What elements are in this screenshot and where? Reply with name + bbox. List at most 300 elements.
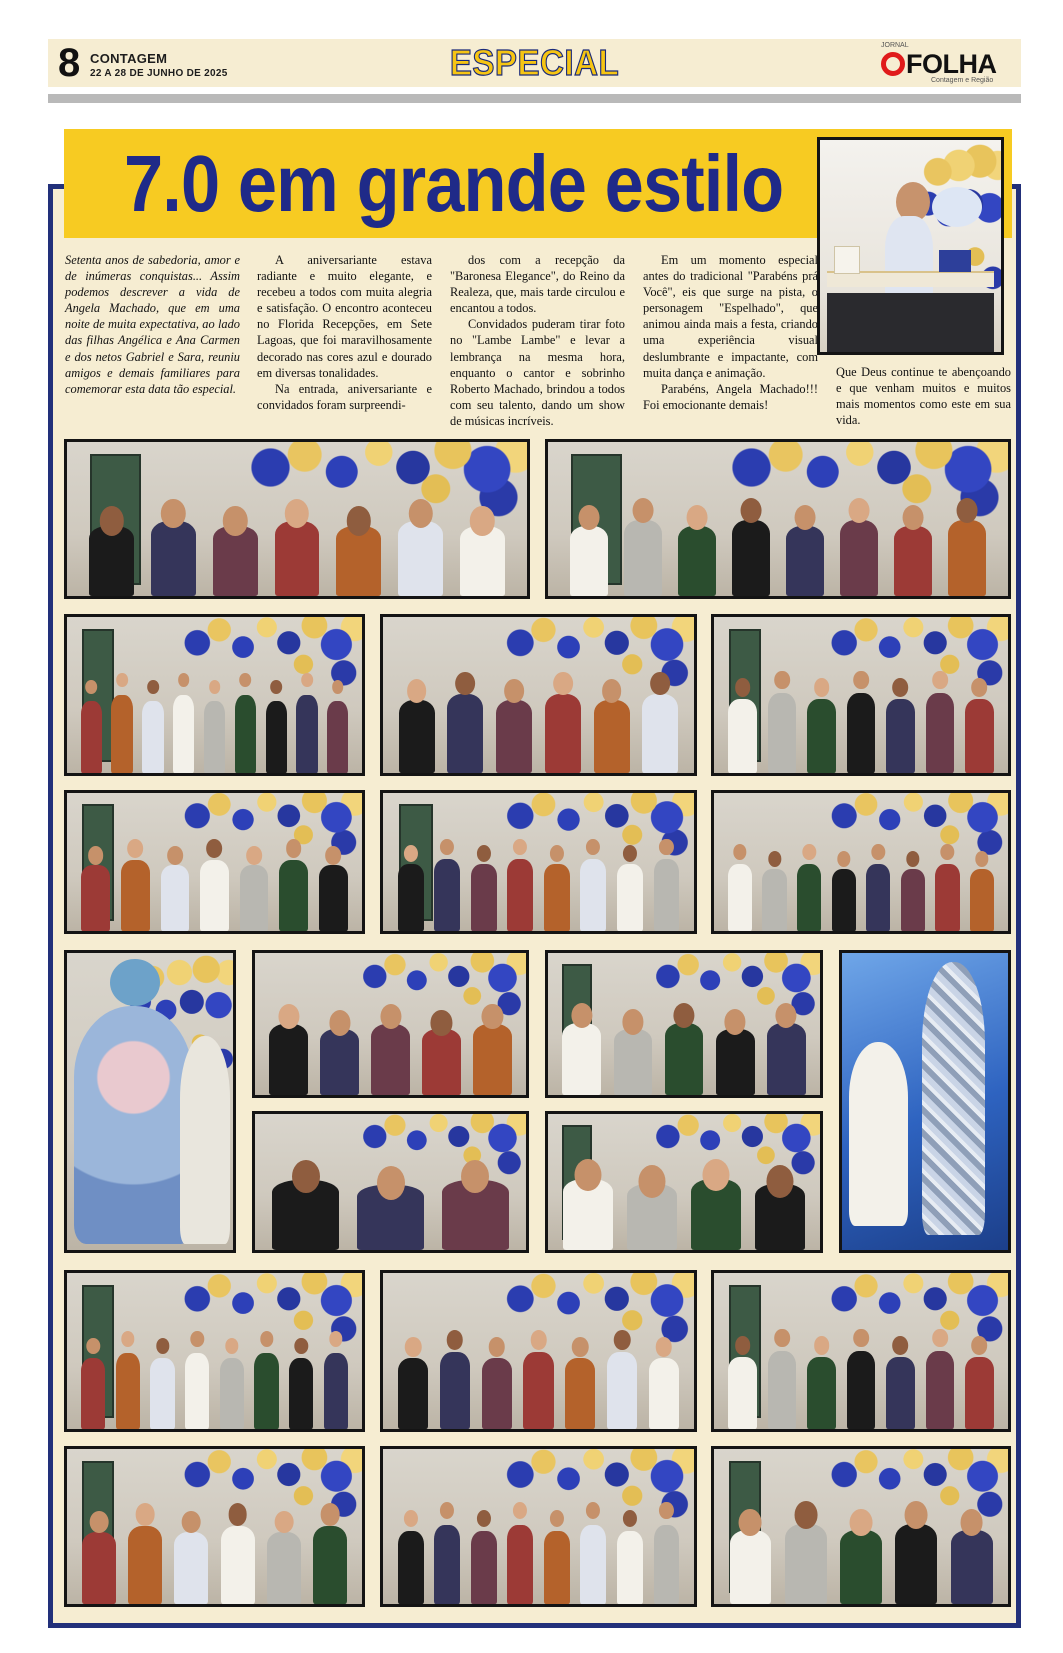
guest-body bbox=[732, 520, 770, 596]
people-group bbox=[76, 832, 353, 931]
guest-head bbox=[407, 679, 427, 703]
guest-body bbox=[926, 1351, 955, 1429]
guest-body bbox=[562, 1023, 601, 1095]
guest-head bbox=[301, 673, 313, 687]
guest-figure bbox=[158, 841, 192, 931]
guest-figure bbox=[967, 846, 996, 931]
guest-head bbox=[572, 1337, 589, 1357]
guest-body bbox=[507, 1525, 533, 1604]
guest-figure bbox=[317, 1005, 363, 1095]
guest-head bbox=[586, 1502, 600, 1519]
guest-body bbox=[565, 1358, 595, 1429]
guest-head bbox=[447, 1330, 464, 1350]
guest-figure bbox=[884, 672, 918, 773]
guest-body bbox=[728, 864, 752, 931]
guest-figure bbox=[541, 665, 584, 773]
guest-figure bbox=[202, 674, 227, 773]
guest-head bbox=[477, 845, 491, 862]
guest-head bbox=[893, 1336, 909, 1355]
guest-head bbox=[325, 846, 341, 865]
guest-head bbox=[116, 673, 128, 687]
guest-figure bbox=[765, 664, 799, 773]
guest-head bbox=[167, 846, 183, 865]
guest-figure bbox=[140, 674, 165, 773]
guest-figure bbox=[436, 1154, 516, 1250]
guest-head bbox=[741, 498, 762, 523]
guest-body bbox=[716, 1029, 755, 1095]
guest-head bbox=[802, 844, 815, 860]
people-group bbox=[562, 485, 994, 596]
guest-figure bbox=[468, 1504, 499, 1604]
guest-body bbox=[847, 693, 876, 773]
guest-head bbox=[735, 678, 751, 697]
event-photo bbox=[839, 950, 1011, 1253]
guest-head bbox=[488, 1337, 505, 1357]
guest-body bbox=[948, 520, 986, 596]
article-title: 7.0 em grande estilo bbox=[124, 139, 784, 228]
guest-figure bbox=[493, 673, 536, 773]
guest-body bbox=[81, 865, 110, 931]
guest-figure bbox=[566, 500, 611, 596]
guest-head bbox=[932, 671, 948, 690]
guest-body bbox=[319, 865, 348, 931]
guest-body bbox=[240, 865, 269, 931]
guest-body bbox=[320, 1029, 359, 1095]
col4-paragraph-2: Parabéns, Angela Machado!!! Foi emocionante demais! bbox=[643, 381, 818, 412]
guest-figure bbox=[795, 839, 824, 931]
event-photo bbox=[64, 790, 365, 934]
col5-paragraph: Que Deus continue te abençoando e que venham muitos e muitos mais momentos como este em sua vida. bbox=[836, 365, 1011, 428]
guest-figure bbox=[760, 846, 789, 931]
guest-head bbox=[632, 498, 653, 523]
guest-figure bbox=[962, 1330, 996, 1429]
guest-head bbox=[456, 672, 476, 696]
people-group bbox=[76, 661, 353, 773]
guest-head bbox=[656, 1337, 673, 1357]
guest-figure bbox=[923, 1322, 957, 1429]
text-column-2 bbox=[257, 252, 432, 432]
guest-body bbox=[398, 1531, 424, 1604]
guest-head bbox=[849, 498, 870, 523]
guest-body bbox=[267, 1532, 301, 1605]
guest-body bbox=[473, 1024, 512, 1095]
guest-figure bbox=[113, 1325, 142, 1429]
photo-cake-table bbox=[817, 137, 1004, 355]
guest-figure bbox=[79, 1505, 120, 1604]
event-photo bbox=[64, 439, 530, 599]
guest-body bbox=[965, 1357, 994, 1429]
guest-figure bbox=[765, 1322, 799, 1429]
guest-head bbox=[623, 845, 637, 862]
col2-paragraph-2: Na entrada, aniversariante e convidados foram surpreendi- bbox=[257, 381, 432, 412]
guest-body bbox=[471, 864, 497, 931]
guest-head bbox=[837, 851, 850, 867]
guest-body bbox=[161, 865, 190, 931]
event-photo bbox=[252, 950, 529, 1098]
guest-head bbox=[550, 845, 564, 862]
guest-body bbox=[204, 701, 225, 773]
guest-figure bbox=[197, 834, 231, 931]
guest-figure bbox=[368, 998, 414, 1095]
guest-body bbox=[617, 1531, 643, 1604]
guest-body bbox=[840, 1530, 882, 1604]
guest-body bbox=[642, 694, 678, 773]
event-photo bbox=[545, 439, 1011, 599]
guest-body bbox=[895, 1524, 937, 1604]
event-photo bbox=[64, 1270, 365, 1432]
guest-body bbox=[965, 699, 994, 773]
guest-head bbox=[774, 1329, 790, 1348]
guest-figure bbox=[923, 664, 957, 773]
guest-head bbox=[586, 839, 600, 856]
guest-body bbox=[220, 1358, 244, 1429]
guest-body bbox=[313, 1526, 347, 1604]
people-group bbox=[392, 1492, 684, 1604]
col4-paragraph-1: Em um momento especial antes do tradicional "Parabéns prá Você", eis que surge na pista, o personagem "Espelhado", que animou ainda mais a festa, criando uma experiência visual deslumbrante e impactante, com muita dança e animação. bbox=[643, 253, 818, 380]
col2-paragraph-1: A aniversariante estava radiante e muito elegante, e recebeu a todos com muita alegria e satisfação. O encontro aconteceu no Florida Recepções, em Sete Lagoas, que foi maravilhosamente decorado nas cores azul e dourado em diversas tonalidades. bbox=[257, 253, 432, 380]
event-photo bbox=[380, 790, 697, 934]
guest-head bbox=[88, 846, 104, 865]
guest-figure bbox=[217, 1497, 258, 1604]
guest-body bbox=[434, 1525, 460, 1604]
guest-body bbox=[507, 859, 533, 931]
guest-head bbox=[972, 1336, 988, 1355]
event-photo bbox=[711, 1446, 1011, 1607]
guest-figure bbox=[620, 492, 665, 596]
guest-body bbox=[894, 526, 932, 596]
guest-figure bbox=[687, 1153, 746, 1250]
guest-figure bbox=[148, 1332, 177, 1429]
section-title: ESPECIAL bbox=[449, 42, 620, 83]
guest-head bbox=[733, 844, 746, 860]
header-rule bbox=[48, 94, 1021, 103]
guest-figure bbox=[321, 1325, 350, 1429]
guest-body bbox=[544, 1531, 570, 1604]
mirror-character bbox=[922, 962, 985, 1235]
guest-figure bbox=[844, 664, 878, 773]
guest-figure bbox=[325, 674, 350, 773]
city-label: CONTAGEM bbox=[90, 51, 168, 66]
guest-body bbox=[254, 1353, 278, 1429]
guest-figure bbox=[726, 1330, 760, 1429]
guest-figure bbox=[351, 1161, 431, 1250]
guest-figure bbox=[469, 998, 515, 1095]
guest-body bbox=[221, 1526, 255, 1604]
guest-head bbox=[90, 1511, 109, 1533]
guest-head bbox=[623, 1510, 637, 1527]
guest-body bbox=[594, 700, 630, 773]
text-column-3 bbox=[450, 252, 625, 432]
guest-body bbox=[81, 1358, 105, 1429]
guest-body bbox=[398, 1358, 428, 1429]
guest-figure bbox=[646, 1331, 682, 1429]
guest-body bbox=[275, 521, 320, 596]
guest-head bbox=[972, 678, 988, 697]
people-group bbox=[76, 1492, 353, 1604]
people-group bbox=[723, 661, 999, 773]
guest-figure bbox=[726, 672, 760, 773]
guest-head bbox=[957, 498, 978, 523]
guest-figure bbox=[85, 501, 138, 596]
guest-head bbox=[614, 1330, 631, 1350]
guest-head bbox=[190, 1331, 203, 1347]
guest-figure bbox=[263, 674, 288, 773]
col3-paragraph-2: Convidados puderam tirar foto no "Lambe Lambe" e levar a lembrança na mesma hora, enquanto o cantor e sobrinho Roberto Machado, brindou a todos com seu talento, dando um show de músicas incríveis. bbox=[450, 317, 625, 428]
page-header bbox=[48, 39, 1021, 87]
guest-figure bbox=[615, 840, 646, 931]
guest-body bbox=[460, 526, 505, 596]
people-group bbox=[556, 1152, 812, 1250]
guest-figure bbox=[559, 1153, 618, 1250]
event-photo bbox=[64, 950, 236, 1253]
guest-body bbox=[935, 864, 959, 931]
guest-figure bbox=[270, 493, 323, 596]
guest-figure bbox=[674, 500, 719, 596]
brand-ring-icon bbox=[881, 52, 905, 76]
guest-body bbox=[116, 1353, 140, 1429]
guest-body bbox=[111, 695, 132, 773]
guest-head bbox=[477, 1510, 491, 1527]
guest-figure bbox=[79, 674, 104, 773]
guest-head bbox=[853, 671, 869, 690]
guest-figure bbox=[432, 833, 463, 931]
brand-wordmark bbox=[881, 47, 996, 81]
guest-figure bbox=[479, 1331, 515, 1429]
guest-head bbox=[550, 1510, 564, 1527]
event-photo bbox=[252, 1111, 529, 1253]
guest-figure bbox=[836, 492, 881, 596]
guest-figure bbox=[782, 500, 827, 596]
guest-body bbox=[786, 526, 824, 596]
guest-head bbox=[794, 1501, 817, 1528]
guest-body bbox=[832, 869, 856, 931]
guest-figure bbox=[395, 1331, 431, 1429]
guest-body bbox=[580, 859, 606, 931]
guest-body bbox=[151, 521, 196, 596]
people-group bbox=[556, 993, 812, 1095]
baroness-costume bbox=[74, 1006, 194, 1244]
guest-body bbox=[762, 869, 786, 931]
guest-figure bbox=[395, 840, 426, 931]
guest-figure bbox=[750, 1160, 809, 1250]
guest-figure bbox=[829, 846, 858, 931]
guest-figure bbox=[805, 1330, 839, 1429]
guest-body bbox=[289, 1358, 313, 1429]
guest-figure bbox=[890, 500, 935, 596]
guest-body bbox=[142, 701, 163, 773]
guest-body bbox=[649, 1358, 679, 1429]
guest-head bbox=[127, 839, 143, 858]
guest-head bbox=[440, 1502, 454, 1519]
guest-head bbox=[295, 1338, 308, 1354]
guest-head bbox=[650, 672, 670, 696]
guest-figure bbox=[437, 1323, 473, 1429]
guest-head bbox=[602, 679, 622, 703]
guest-body bbox=[173, 695, 194, 773]
guest-figure bbox=[726, 1502, 776, 1604]
guest-body bbox=[797, 864, 821, 931]
guest-figure bbox=[505, 833, 536, 931]
guest-body bbox=[200, 860, 229, 931]
guest-body bbox=[440, 1352, 470, 1429]
guest-body bbox=[327, 701, 348, 773]
guest-figure bbox=[147, 493, 200, 596]
guest-body bbox=[654, 1525, 680, 1604]
guest-body bbox=[398, 864, 424, 931]
guest-body bbox=[580, 1525, 606, 1604]
guest-head bbox=[768, 851, 781, 867]
guest-body bbox=[422, 1029, 461, 1095]
guest-body bbox=[174, 1532, 208, 1605]
guest-head bbox=[853, 1329, 869, 1348]
guest-figure bbox=[947, 1502, 997, 1604]
guest-figure bbox=[836, 1502, 886, 1604]
guest-figure bbox=[562, 1331, 598, 1429]
guest-head bbox=[553, 672, 573, 696]
guest-body bbox=[926, 693, 955, 773]
guest-head bbox=[440, 839, 454, 856]
guest-head bbox=[405, 1337, 422, 1357]
event-photo bbox=[380, 1270, 697, 1432]
guest-body bbox=[213, 526, 258, 596]
people-group bbox=[392, 661, 684, 773]
guest-figure bbox=[541, 1504, 572, 1604]
guest-figure bbox=[395, 673, 438, 773]
guest-figure bbox=[233, 666, 258, 773]
guest-body bbox=[678, 526, 716, 596]
guest-figure bbox=[726, 839, 755, 931]
guest-body bbox=[269, 1024, 308, 1095]
guest-head bbox=[739, 1509, 762, 1536]
edition-dates: 22 A 28 DE JUNHO DE 2025 bbox=[90, 68, 228, 79]
guest-body bbox=[970, 869, 994, 931]
guest-figure bbox=[266, 998, 312, 1095]
guest-figure bbox=[109, 666, 134, 773]
guest-head bbox=[461, 1160, 489, 1194]
guest-head bbox=[941, 844, 954, 860]
guest-body bbox=[482, 1358, 512, 1429]
guest-body bbox=[544, 864, 570, 931]
guest-body bbox=[768, 693, 797, 773]
guest-head bbox=[795, 505, 816, 530]
people-group bbox=[723, 832, 999, 931]
guest-head bbox=[86, 1338, 99, 1354]
brand-name: FOLHA bbox=[906, 49, 997, 79]
guest-figure bbox=[805, 672, 839, 773]
guest-head bbox=[530, 1330, 547, 1350]
guest-figure bbox=[541, 840, 572, 931]
guest-head bbox=[246, 846, 262, 865]
guest-body bbox=[545, 694, 581, 773]
guest-body bbox=[81, 701, 102, 773]
page-number: 8 bbox=[58, 41, 81, 85]
guest-figure bbox=[316, 841, 350, 931]
guest-head bbox=[321, 1503, 340, 1525]
guest-figure bbox=[639, 665, 682, 773]
event-photo bbox=[64, 1446, 365, 1607]
guest-body bbox=[185, 1353, 209, 1429]
guest-body bbox=[150, 1358, 174, 1429]
guest-body bbox=[807, 699, 836, 773]
guest-body bbox=[665, 1023, 704, 1095]
guest-head bbox=[504, 679, 524, 703]
guest-head bbox=[903, 505, 924, 530]
guest-figure bbox=[505, 1496, 536, 1604]
guest-body bbox=[398, 521, 443, 596]
guest-body bbox=[279, 860, 308, 931]
guest-head bbox=[85, 680, 97, 694]
guest-figure bbox=[266, 1154, 346, 1250]
guest-head bbox=[260, 1331, 273, 1347]
guest-head bbox=[121, 1331, 134, 1347]
guest-figure bbox=[521, 1323, 557, 1429]
guest-body bbox=[266, 701, 287, 773]
guest-figure bbox=[294, 666, 319, 773]
guest-head bbox=[329, 1331, 342, 1347]
guest-head bbox=[209, 680, 221, 694]
event-photo bbox=[380, 614, 697, 776]
guest-figure bbox=[125, 1497, 166, 1604]
guest-figure bbox=[209, 501, 262, 596]
brand-subtitle: Contagem e Região bbox=[931, 77, 994, 84]
guest-body bbox=[768, 1351, 797, 1429]
guest-head bbox=[905, 1501, 928, 1528]
guest-body bbox=[886, 1357, 915, 1429]
guest-figure bbox=[468, 840, 499, 931]
people-group bbox=[723, 1317, 999, 1429]
guest-figure bbox=[395, 1504, 426, 1604]
guest-figure bbox=[712, 1004, 758, 1095]
guest-head bbox=[286, 839, 302, 858]
guest-figure bbox=[118, 834, 152, 931]
guest-head bbox=[906, 851, 919, 867]
guest-body bbox=[866, 864, 890, 931]
brand-logo bbox=[881, 42, 1011, 85]
guest-head bbox=[850, 1509, 873, 1536]
guest-head bbox=[578, 505, 599, 530]
guest-head bbox=[735, 1336, 751, 1355]
guest-head bbox=[932, 1329, 948, 1348]
guest-figure bbox=[844, 1322, 878, 1429]
guest-body bbox=[840, 520, 878, 596]
guest-figure bbox=[651, 833, 682, 931]
guest-head bbox=[893, 678, 909, 697]
guest-body bbox=[121, 860, 150, 931]
guest-figure bbox=[237, 841, 271, 931]
guest-head bbox=[377, 1166, 405, 1200]
text-column-4 bbox=[643, 252, 818, 432]
guest-body bbox=[886, 699, 915, 773]
guest-figure bbox=[728, 492, 773, 596]
guest-head bbox=[659, 1502, 673, 1519]
guest-body bbox=[901, 869, 925, 931]
guest-head bbox=[182, 1511, 201, 1533]
guest-body bbox=[785, 1524, 827, 1604]
guest-body bbox=[82, 1532, 116, 1605]
guest-body bbox=[807, 1357, 836, 1429]
intro-column bbox=[65, 252, 240, 432]
guest-figure bbox=[263, 1505, 304, 1604]
guest-head bbox=[274, 1511, 293, 1533]
guest-body bbox=[235, 695, 256, 773]
guest-head bbox=[513, 1502, 527, 1519]
guest-body bbox=[128, 1526, 162, 1604]
event-photo bbox=[380, 1446, 697, 1607]
event-photo bbox=[711, 614, 1011, 776]
event-photo bbox=[711, 790, 1011, 934]
guest-head bbox=[975, 851, 988, 867]
guest-figure bbox=[252, 1325, 281, 1429]
